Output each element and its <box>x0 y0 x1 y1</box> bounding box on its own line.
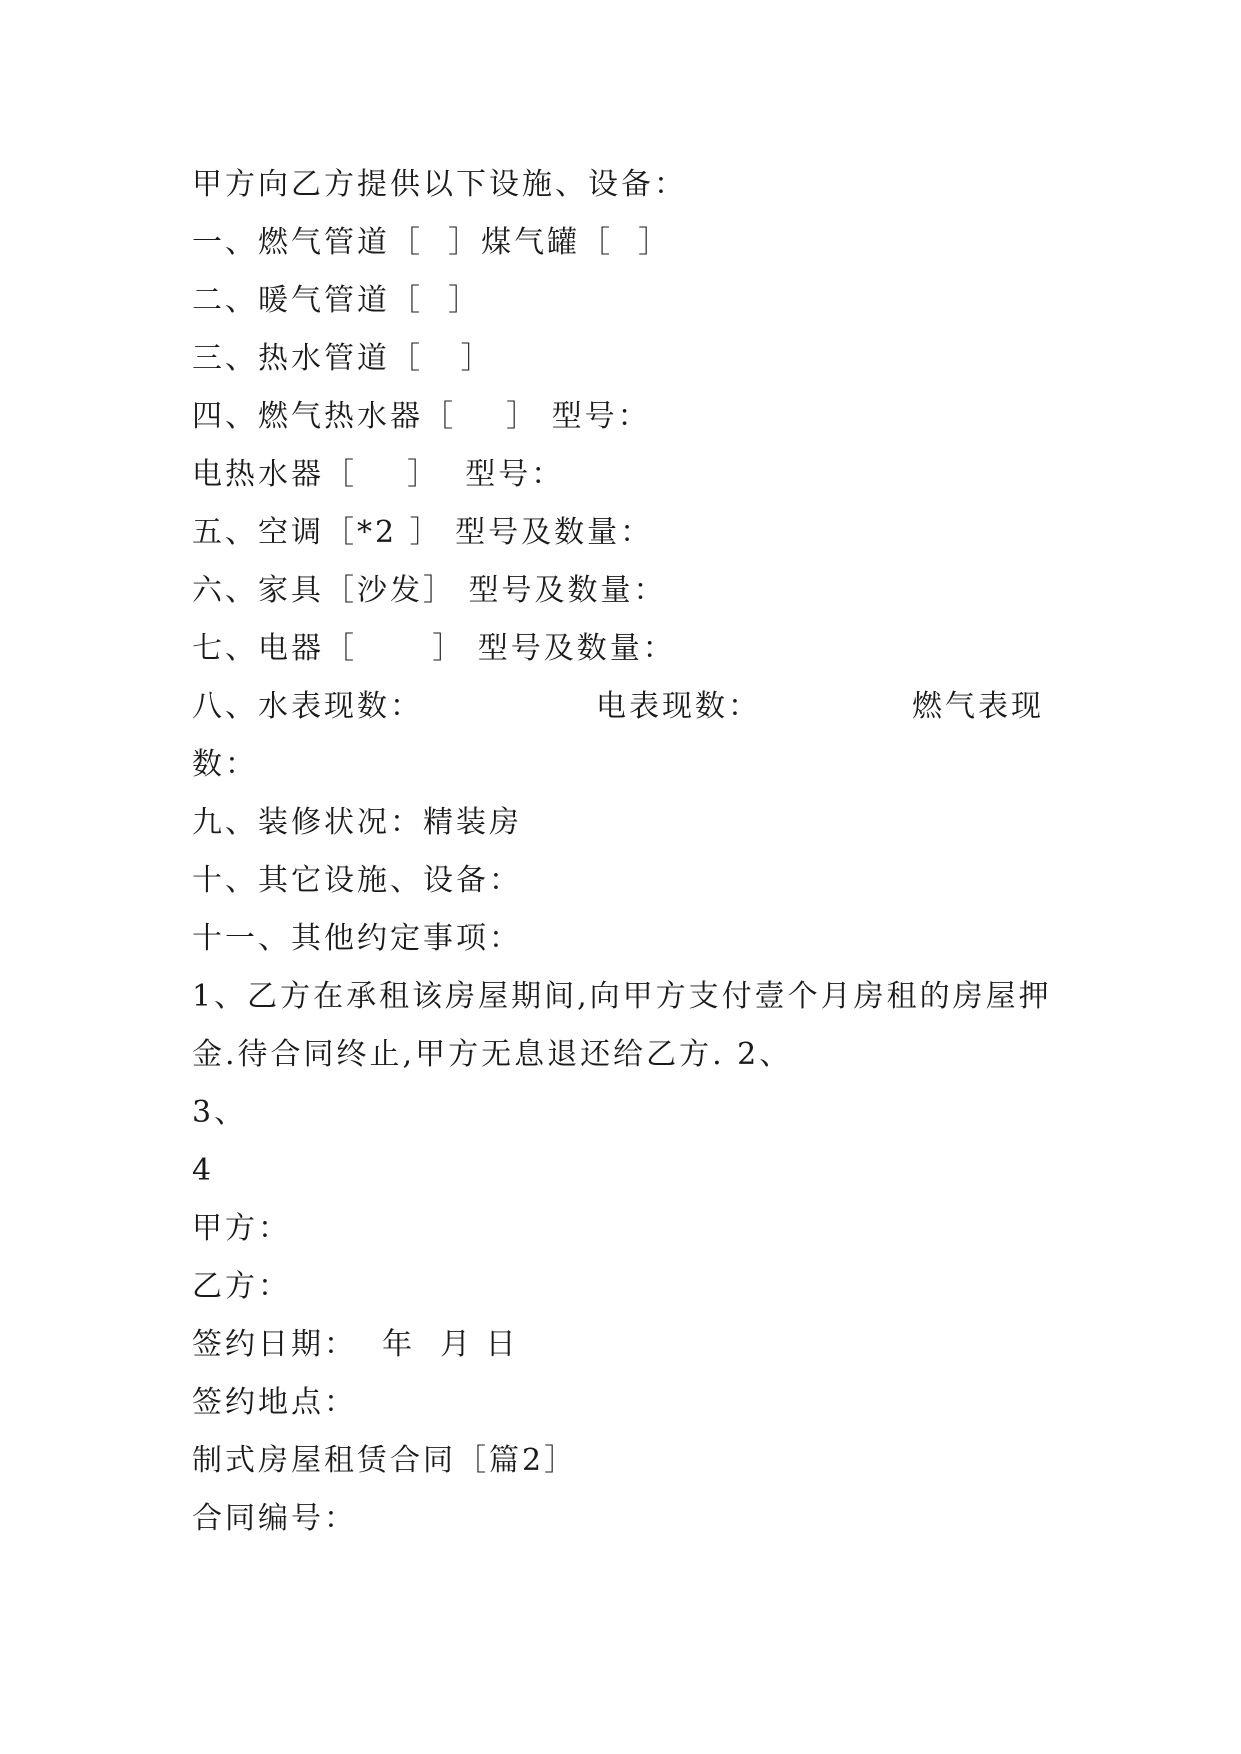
item-9-decoration: 九、装修状况：精装房 <box>192 805 522 840</box>
item-1-gas-pipe: 一、燃气管道［ ］煤气罐［ ］ <box>192 225 672 260</box>
contract-heading: 制式房屋租赁合同［篇2］ <box>192 1443 578 1478</box>
term-1-line-1: 1、乙方在承租该房屋期间,向甲方支付壹个月房租的房屋押 <box>192 979 1052 1014</box>
electric-meter: 电表现数： <box>596 689 761 724</box>
intro-line: 甲方向乙方提供以下设施、设备： <box>192 167 687 202</box>
party-b: 乙方： <box>192 1269 291 1304</box>
electric-water-heater: 电热水器［ ］ 型号： <box>192 457 565 492</box>
term-3: 3、 <box>192 1095 248 1130</box>
term-1-line-2: 金.待合同终止,甲方无息退还给乙方. 2、 <box>192 1037 793 1072</box>
item-5-air-conditioner: 五、空调［*2 ］ 型号及数量： <box>192 515 654 550</box>
item-10-other-facilities: 十、其它设施、设备： <box>192 863 522 898</box>
contract-number: 合同编号： <box>192 1501 357 1536</box>
item-2-heating-pipe: 二、暖气管道［ ］ <box>192 283 482 318</box>
signing-place: 签约地点： <box>192 1385 357 1420</box>
item-11-other-terms: 十一、其他约定事项： <box>192 921 522 956</box>
item-3-hot-water-pipe: 三、热水管道［ ］ <box>192 341 494 376</box>
item-8-water-meter: 八、水表现数： <box>192 689 423 724</box>
gas-meter-continued: 数： <box>192 747 258 782</box>
item-6-furniture: 六、家具［沙发］ 型号及数量： <box>192 573 667 608</box>
gas-meter: 燃气表现 <box>912 689 1044 724</box>
signing-date: 签约日期： 年 月 日 <box>192 1327 519 1362</box>
item-7-appliances: 七、电器［ ］ 型号及数量： <box>192 631 676 666</box>
item-4-gas-water-heater: 四、燃气热水器［ ］ 型号： <box>192 399 651 434</box>
party-a: 甲方： <box>192 1211 291 1246</box>
term-4: 4 <box>192 1153 215 1188</box>
